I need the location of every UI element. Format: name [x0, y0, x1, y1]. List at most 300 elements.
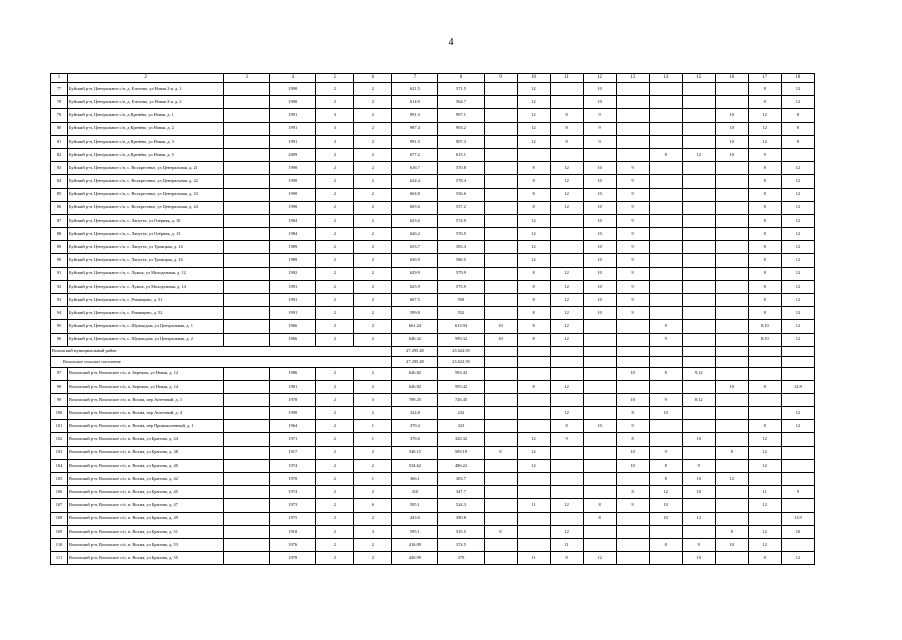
row-number-cell: 93	[51, 294, 68, 307]
table-cell: 1991	[270, 307, 316, 320]
table-cell	[715, 499, 748, 512]
table-row	[51, 214, 815, 227]
empty-cell	[583, 346, 616, 356]
table-cell: 10	[583, 254, 616, 267]
table-cell	[649, 96, 682, 109]
address-cell: Буйский р-н, Центральное с/п, с. Воскресенье, ул Центральная, д. 21	[68, 162, 224, 175]
table-cell	[550, 148, 583, 161]
table-cell: 8	[583, 512, 616, 525]
table-cell: 12	[748, 538, 781, 551]
table-cell: 907.3	[438, 135, 484, 148]
address-cell: Вохомский р-н, Вохомское с/п, п. Вохма, ул Брагина, д. 51	[68, 525, 224, 538]
empty-cell	[649, 346, 682, 356]
table-cell	[224, 433, 270, 446]
table-cell: 2	[354, 367, 392, 380]
table-cell: 12	[550, 267, 583, 280]
table-cell	[224, 83, 270, 96]
row-number-cell: 95	[51, 320, 68, 333]
table-cell	[781, 473, 814, 486]
table-cell	[715, 254, 748, 267]
table-cell: 8;12	[682, 393, 715, 406]
table-cell: 9	[649, 393, 682, 406]
table-cell: 2	[316, 420, 354, 433]
table-cell: 12	[550, 307, 583, 320]
address-cell: Буйский р-н, Центральное с/п, с. Шушкодом, ул Центральная, д. 2	[68, 333, 224, 346]
table-cell	[649, 241, 682, 254]
table-cell: 574.9	[438, 214, 484, 227]
table-cell: 1991	[270, 280, 316, 293]
table-cell: 12	[781, 214, 814, 227]
column-number-header: 15	[682, 74, 715, 83]
address-cell: Вохомский р-н, Вохомское с/п, п. Вохма, ул Брагина, д. 49	[68, 512, 224, 525]
table-cell	[224, 307, 270, 320]
table-cell	[484, 420, 517, 433]
table-cell: 1991	[270, 135, 316, 148]
table-cell: 2	[316, 552, 354, 565]
table-cell: 2	[354, 241, 392, 254]
row-number-cell: 81	[51, 135, 68, 148]
table-cell	[224, 280, 270, 293]
table-cell: 595.1	[392, 499, 438, 512]
table-cell: 2	[316, 214, 354, 227]
table-cell: 546.15	[392, 446, 438, 459]
table-cell: 12	[517, 459, 550, 472]
table-cell: 2	[316, 294, 354, 307]
table-cell: 2	[316, 254, 354, 267]
row-number-cell: 98	[51, 380, 68, 393]
table-cell: 12	[781, 407, 814, 420]
table-cell: 9	[649, 320, 682, 333]
table-cell: 8	[517, 320, 550, 333]
table-cell: 1984	[270, 214, 316, 227]
table-cell	[224, 525, 270, 538]
table-cell: 1971	[270, 433, 316, 446]
column-number-row	[51, 74, 815, 83]
table-row	[51, 96, 815, 109]
table-cell: 1918	[270, 525, 316, 538]
table-cell: 10	[682, 433, 715, 446]
table-cell	[715, 267, 748, 280]
table-cell: 1978	[270, 393, 316, 406]
table-cell: 12	[781, 307, 814, 320]
table-cell: 12	[748, 135, 781, 148]
table-cell: 10	[715, 148, 748, 161]
table-cell: 8;10	[748, 320, 781, 333]
table-cell: 11	[550, 538, 583, 551]
table-cell: 2	[316, 446, 354, 459]
table-cell	[550, 446, 583, 459]
table-cell	[649, 294, 682, 307]
table-cell	[682, 254, 715, 267]
table-cell: 12	[781, 280, 814, 293]
table-cell: 12	[748, 459, 781, 472]
table-cell	[682, 267, 715, 280]
table-cell: 12	[781, 241, 814, 254]
empty-cell	[484, 346, 517, 356]
row-number-cell: 97	[51, 367, 68, 380]
table-cell	[517, 473, 550, 486]
table-cell	[583, 407, 616, 420]
table-cell: 12	[517, 135, 550, 148]
table-cell: 2	[354, 380, 392, 393]
table-cell: 12	[781, 188, 814, 201]
table-row	[51, 148, 815, 161]
table-cell: 12	[748, 499, 781, 512]
table-cell	[649, 214, 682, 227]
table-cell: 789.25	[392, 393, 438, 406]
table-row	[51, 380, 815, 393]
table-cell	[517, 525, 550, 538]
table-cell: 347.7	[438, 486, 484, 499]
table-cell	[224, 294, 270, 307]
table-cell: 2	[316, 162, 354, 175]
table-cell	[484, 512, 517, 525]
table-cell: 8	[517, 280, 550, 293]
district-row-total-area: 27 295.48	[392, 346, 438, 356]
table-cell: 599.8	[392, 307, 438, 320]
table-cell: 616.7	[392, 162, 438, 175]
table-cell: 1974	[270, 459, 316, 472]
table-cell: 12	[550, 280, 583, 293]
table-cell: 2	[354, 254, 392, 267]
table-cell: 416.09	[392, 538, 438, 551]
address-cell: Буйский р-н, Центральное с/п, с. Романцево, д. 52	[68, 307, 224, 320]
table-cell: 12	[550, 162, 583, 175]
address-cell: Буйский р-н, Центральное с/п, д Кренёво, ул Новая, д. 1	[68, 109, 224, 122]
table-cell: 991.5	[392, 135, 438, 148]
table-cell	[715, 188, 748, 201]
table-cell: 9	[649, 446, 682, 459]
table-cell	[715, 367, 748, 380]
table-cell	[517, 512, 550, 525]
table-cell: 8	[484, 525, 517, 538]
table-cell	[517, 420, 550, 433]
table-cell	[484, 135, 517, 148]
table-cell: 10	[715, 538, 748, 551]
table-cell	[517, 407, 550, 420]
column-number-header: 12	[583, 74, 616, 83]
column-number-header: 6	[354, 74, 392, 83]
table-cell: 12	[781, 267, 814, 280]
table-cell	[781, 446, 814, 459]
table-cell: 10	[583, 162, 616, 175]
table-cell	[781, 433, 814, 446]
table-cell: 2	[316, 228, 354, 241]
table-cell: 2	[354, 280, 392, 293]
table-cell	[583, 320, 616, 333]
table-cell: 10	[649, 499, 682, 512]
table-cell: 9	[616, 294, 649, 307]
table-cell: 2	[316, 433, 354, 446]
table-cell: 1989	[270, 241, 316, 254]
table-cell	[224, 188, 270, 201]
table-cell: 8	[550, 420, 583, 433]
table-cell: 10	[583, 420, 616, 433]
table-cell	[616, 333, 649, 346]
table-cell: 8	[748, 241, 781, 254]
table-cell: 9	[748, 148, 781, 161]
table-row	[51, 393, 815, 406]
table-cell: 9	[781, 486, 814, 499]
empty-cell	[748, 357, 781, 367]
table-cell	[715, 512, 748, 525]
table-row	[51, 473, 815, 486]
row-number-cell: 94	[51, 307, 68, 320]
table-cell: 2	[354, 512, 392, 525]
table-cell	[748, 367, 781, 380]
table-cell: 623.6	[392, 214, 438, 227]
page-number: 4	[448, 37, 454, 48]
table-cell	[649, 109, 682, 122]
table-cell: 2	[316, 459, 354, 472]
table-cell: 8	[781, 109, 814, 122]
address-cell: Буйский р-н, Центральное с/п, д Кренёво, ул Новая, д. 5	[68, 148, 224, 161]
table-cell: 9	[616, 228, 649, 241]
address-cell: Вохомский р-н, Вохомское с/п, п. Бережок, ул Новая, д. 12	[68, 367, 224, 380]
table-cell: 8	[748, 188, 781, 201]
table-cell	[649, 188, 682, 201]
table-cell	[550, 214, 583, 227]
empty-cell	[517, 346, 550, 356]
table-cell: 12	[781, 294, 814, 307]
table-cell	[484, 188, 517, 201]
table-cell	[715, 459, 748, 472]
table-cell	[484, 122, 517, 135]
housing-register-table	[50, 73, 815, 565]
table-cell	[781, 393, 814, 406]
row-number-cell: 102	[51, 433, 68, 446]
table-cell: 8	[748, 201, 781, 214]
table-cell	[649, 307, 682, 320]
table-cell: 2	[316, 538, 354, 551]
row-number-cell: 111	[51, 552, 68, 565]
table-cell: 12	[550, 188, 583, 201]
table-cell: 8	[517, 307, 550, 320]
table-cell: 2	[316, 83, 354, 96]
table-cell: 2	[354, 407, 392, 420]
table-cell: 583.3	[438, 241, 484, 254]
table-cell	[550, 228, 583, 241]
table-cell: 10	[649, 407, 682, 420]
table-cell: 8	[517, 294, 550, 307]
row-number-cell: 92	[51, 280, 68, 293]
row-number-cell: 99	[51, 393, 68, 406]
address-cell: Вохомский р-н, Вохомское с/п, п. Вохма, ул Брагина, д. 42	[68, 473, 224, 486]
table-cell	[649, 83, 682, 96]
table-cell: 10	[484, 333, 517, 346]
empty-cell	[715, 357, 748, 367]
table-cell	[224, 228, 270, 241]
table-cell	[715, 307, 748, 320]
table-cell: 2	[354, 135, 392, 148]
table-cell	[224, 538, 270, 551]
table-cell: 2	[354, 307, 392, 320]
table-cell: 8	[748, 280, 781, 293]
table-cell	[224, 96, 270, 109]
table-cell: 12	[682, 512, 715, 525]
table-cell: 10	[583, 241, 616, 254]
table-cell: 8	[715, 446, 748, 459]
table-cell: 1990	[270, 175, 316, 188]
table-cell	[583, 333, 616, 346]
row-number-cell: 90	[51, 254, 68, 267]
table-cell	[224, 148, 270, 161]
table-cell: 10	[583, 280, 616, 293]
table-cell: 10	[616, 446, 649, 459]
table-cell: 1989	[270, 254, 316, 267]
table-cell: 2	[354, 459, 392, 472]
table-cell: 9	[682, 459, 715, 472]
table-cell: 8	[517, 201, 550, 214]
table-row	[51, 420, 815, 433]
table-row	[51, 254, 815, 267]
table-cell: 8	[649, 459, 682, 472]
table-row	[51, 459, 815, 472]
table-cell: 2	[354, 188, 392, 201]
table-cell: 3	[354, 525, 392, 538]
table-cell: 2	[316, 307, 354, 320]
table-cell	[682, 135, 715, 148]
table-cell	[616, 538, 649, 551]
table-cell: 8	[748, 162, 781, 175]
table-cell	[484, 407, 517, 420]
address-cell: Вохомский р-н, Вохомское с/п, п. Вохма, пер Промышленный, д. 1	[68, 420, 224, 433]
table-cell: 1	[354, 473, 392, 486]
table-cell	[715, 333, 748, 346]
table-cell: 2	[354, 294, 392, 307]
table-cell: 12	[550, 294, 583, 307]
table-cell	[484, 241, 517, 254]
table-cell: 607.5	[392, 294, 438, 307]
table-cell	[748, 407, 781, 420]
table-cell	[682, 380, 715, 393]
table-row	[51, 307, 815, 320]
table-cell	[682, 122, 715, 135]
table-cell	[224, 473, 270, 486]
empty-cell	[748, 346, 781, 356]
table-cell	[649, 122, 682, 135]
table-cell	[649, 552, 682, 565]
table-cell: 2	[316, 241, 354, 254]
table-cell: 12	[517, 241, 550, 254]
table-cell: 576.9	[438, 228, 484, 241]
table-cell	[550, 367, 583, 380]
table-row	[51, 512, 815, 525]
row-number-cell: 91	[51, 267, 68, 280]
address-cell: Вохомский р-н, Вохомское с/п, п. Вохма, ул Брагина, д. 24	[68, 433, 224, 446]
column-number-header: 11	[550, 74, 583, 83]
table-cell: 9	[583, 109, 616, 122]
table-cell	[682, 162, 715, 175]
row-number-cell: 77	[51, 83, 68, 96]
table-cell: 10	[715, 122, 748, 135]
table-cell: 12	[748, 525, 781, 538]
table-cell: 2	[316, 280, 354, 293]
address-cell: Буйский р-н, Центральное с/п, с. Лужок, ул Молодежная, д. 14	[68, 280, 224, 293]
table-cell	[649, 162, 682, 175]
table-cell: 12	[682, 148, 715, 161]
table-row	[51, 407, 815, 420]
table-cell	[682, 214, 715, 227]
table-cell: 1991	[270, 109, 316, 122]
table-cell: 443.6	[392, 512, 438, 525]
table-cell: 8	[748, 380, 781, 393]
table-cell: 10	[583, 175, 616, 188]
table-cell	[616, 552, 649, 565]
table-cell: 557.2	[438, 201, 484, 214]
table-cell	[682, 294, 715, 307]
table-cell: 9	[616, 241, 649, 254]
table-cell	[649, 254, 682, 267]
address-cell: Буйский р-н, Центральное с/п, с. Лапугта, ул Озёрная, д. 10	[68, 214, 224, 227]
table-cell: 9	[616, 280, 649, 293]
table-cell	[224, 109, 270, 122]
table-cell: 593.43	[438, 367, 484, 380]
table-cell: 9	[616, 254, 649, 267]
table-cell: 8	[517, 188, 550, 201]
table-cell: 10	[583, 214, 616, 227]
table-cell: 9	[682, 538, 715, 551]
address-cell: Вохомский р-н, Вохомское с/п, п. Бережок, ул Новая, д. 14	[68, 380, 224, 393]
address-cell: Вохомский р-н, Вохомское с/п, п. Вохма, пер Аптечный, д. 1	[68, 393, 224, 406]
table-cell: 10	[484, 320, 517, 333]
table-cell: 12	[781, 96, 814, 109]
table-cell	[748, 512, 781, 525]
table-cell: 12	[781, 83, 814, 96]
column-number-header: 10	[517, 74, 550, 83]
address-cell: Вохомский р-н, Вохомское с/п, п. Вохма, ул Брагина, д. 55	[68, 552, 224, 565]
table-cell	[224, 499, 270, 512]
table-cell	[224, 320, 270, 333]
table-cell: 2	[354, 486, 392, 499]
district-row	[51, 346, 815, 356]
table-cell: 2	[316, 512, 354, 525]
table-cell: 599.32	[438, 333, 484, 346]
table-cell: 535.5	[438, 525, 484, 538]
table-cell: 1974	[270, 486, 316, 499]
table-cell	[583, 459, 616, 472]
table-cell: 390.8	[438, 512, 484, 525]
row-number-cell: 108	[51, 512, 68, 525]
address-cell: Вохомский р-н, Вохомское с/п, п. Вохма, ул Брагина, д. 40	[68, 459, 224, 472]
table-cell: 604.8	[392, 188, 438, 201]
table-cell	[224, 201, 270, 214]
table-cell	[715, 214, 748, 227]
table-cell	[583, 393, 616, 406]
table-cell: 987.4	[392, 122, 438, 135]
row-number-cell: 110	[51, 538, 68, 551]
table-cell	[517, 486, 550, 499]
table-row	[51, 201, 815, 214]
table-cell: 9	[583, 135, 616, 148]
empty-cell	[682, 346, 715, 356]
table-cell: 12	[748, 433, 781, 446]
table-cell	[715, 407, 748, 420]
table-cell: 2	[316, 320, 354, 333]
table-cell: 303.7	[438, 473, 484, 486]
table-cell: 1990	[270, 188, 316, 201]
table-cell: 2	[316, 486, 354, 499]
table-cell	[517, 148, 550, 161]
table-row	[51, 280, 815, 293]
table-cell: 10	[583, 294, 616, 307]
table-cell	[682, 188, 715, 201]
table-cell: 10	[616, 459, 649, 472]
table-row	[51, 552, 815, 565]
row-number-cell: 79	[51, 109, 68, 122]
table-row	[51, 109, 815, 122]
settlement-row-label: Вохомское сельское поселение	[51, 357, 392, 367]
